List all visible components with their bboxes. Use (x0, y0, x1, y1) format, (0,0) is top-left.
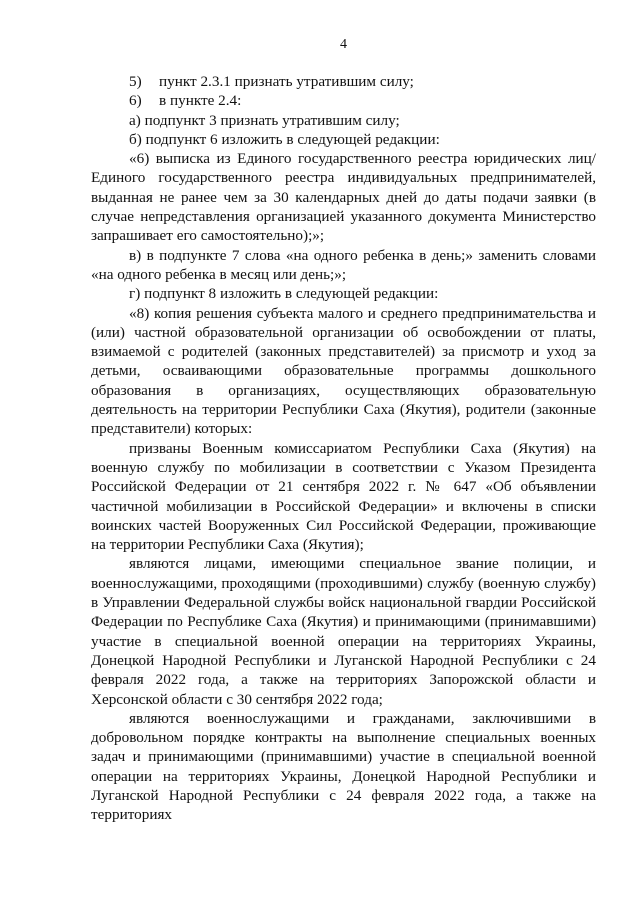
document-page (91, 36, 596, 825)
list-item (91, 72, 596, 91)
list-item (91, 91, 596, 110)
list-item-number: 6) (129, 92, 142, 110)
page-number: 4 (340, 37, 347, 52)
paragraph-new-subpoint-8: «8) копия решения субъекта малого и среднего предпринимательства и (или) частной образовательной организации об освобождении от платы, взимаемой с родителей (законных представителей) за присмотр и уход за детьми, осваивающими образовательные программы дошкольного образования в организациях, осуществляющих образовательную деятельность на территории Республики Саха (Якутия), родители (законные представители) которых: (91, 304, 596, 438)
list-item-text: в пункте 2.4: (159, 92, 242, 110)
paragraph-contract-servicemen: являются военнослужащими и гражданами, заключившими в добровольном порядке контракты на выполнение специальных военных задач и принимающими (принимавшими) участие в специальной военной операции на территориях Украины, Донецкой Народной Республики и Луганской Народной Республики с 24 февраля 2022 года, а также на территориях (91, 709, 596, 824)
paragraph-mobilized: призваны Военным комиссариатом Республики Саха (Якутия) на военную службу по мобилизации в соответствии с Указом Президента Российской Федерации от 21 сентября 2022 г. № 647 «Об объявлении частичной мобилизации в Российской Федерации» и включены в списки воинских частей Вооруженных Сил Российской Федерации, проживающие на территории Республики Саха (Якутия); (91, 439, 596, 554)
paragraph-new-subpoint-6: «6) выписка из Единого государственного реестра юридических лиц/Единого государственного реестра индивидуальных предпринимателей, выданная не ранее чем за 30 календарных дней до даты подачи заявки (в случае непредставления организацией указанного документа Министерство запрашивает его самостоятельно);»; (91, 150, 596, 245)
paragraph-subpoint-a: а) подпункт 3 признать утратившим силу; (129, 111, 400, 129)
paragraph-subpoint-v: в) в подпункте 7 слова «на одного ребенка в день;» заменить словами «на одного ребенка в месяц или день;»; (91, 246, 596, 283)
list-item-text: пункт 2.3.1 признать утратившим силу; (159, 73, 414, 90)
paragraph-subpoint-b: б) подпункт 6 изложить в следующей редакции: (129, 130, 440, 148)
list-item-number: 5) (129, 73, 142, 90)
paragraph-subpoint-g: г) подпункт 8 изложить в следующей редакции: (129, 285, 439, 303)
paragraph-police-guard: являются лицами, имеющими специальное звание полиции, и военнослужащими, проходящими (проходившими) службу (военную службу) в Управлении Федеральной службы войск национальной гвардии Российской Федерации по Республике Саха (Якутия) и принимающими (принимавшими) участие в специальной военной операции на территориях Украины, Донецкой Народной Республики и Луганской Народной Республики с 24 февраля 2022 года, а также на территориях Запорожской области и Херсонской области с 30 сентября 2022 года; (91, 555, 596, 708)
